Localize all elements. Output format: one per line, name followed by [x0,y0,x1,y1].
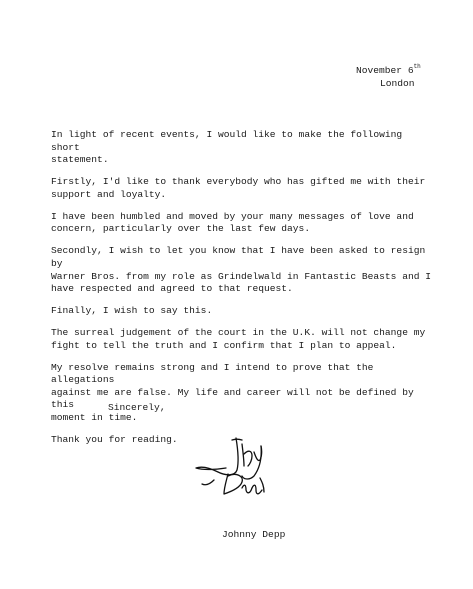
signer-name: Johnny Depp [222,529,286,540]
paragraph-7: My resolve remains strong and I intend to prove that the allegations against me are false. My life and career will not be defined by this moment in time. [51,361,414,424]
paragraph-4: Secondly, I wish to let you know that I have been asked to resign by Warner Bros. from my role as Grindelwald in Fantastic Beasts and I have respected and agreed to that request. [51,245,431,295]
letter-date-suffix: th [413,63,421,70]
paragraph-8: Thank you for reading. [51,434,178,446]
paragraph-3: I have been humbled and moved by your many messages of love and concern, particularly over the last few days. [51,210,414,235]
letter-closing: Sincerely, [108,402,166,413]
paragraph-2: Firstly, I'd like to thank everybody who has gifted me with their support and loyalty. [51,176,426,200]
handwritten-signature [192,430,278,510]
paragraph-1: In light of recent events, I would like to make the following short statement. [51,129,403,166]
letter-date [356,64,421,77]
letter-place: London [380,78,415,89]
paragraph-6: The surreal judgement of the court in the U.K. will not change my fight to tell the truth and I confirm that I plan to appeal. [51,327,426,351]
paragraph-5: Finally, I wish to say this. [51,305,213,317]
date-block [356,64,421,90]
letter-date-text: November 6 [356,65,414,76]
